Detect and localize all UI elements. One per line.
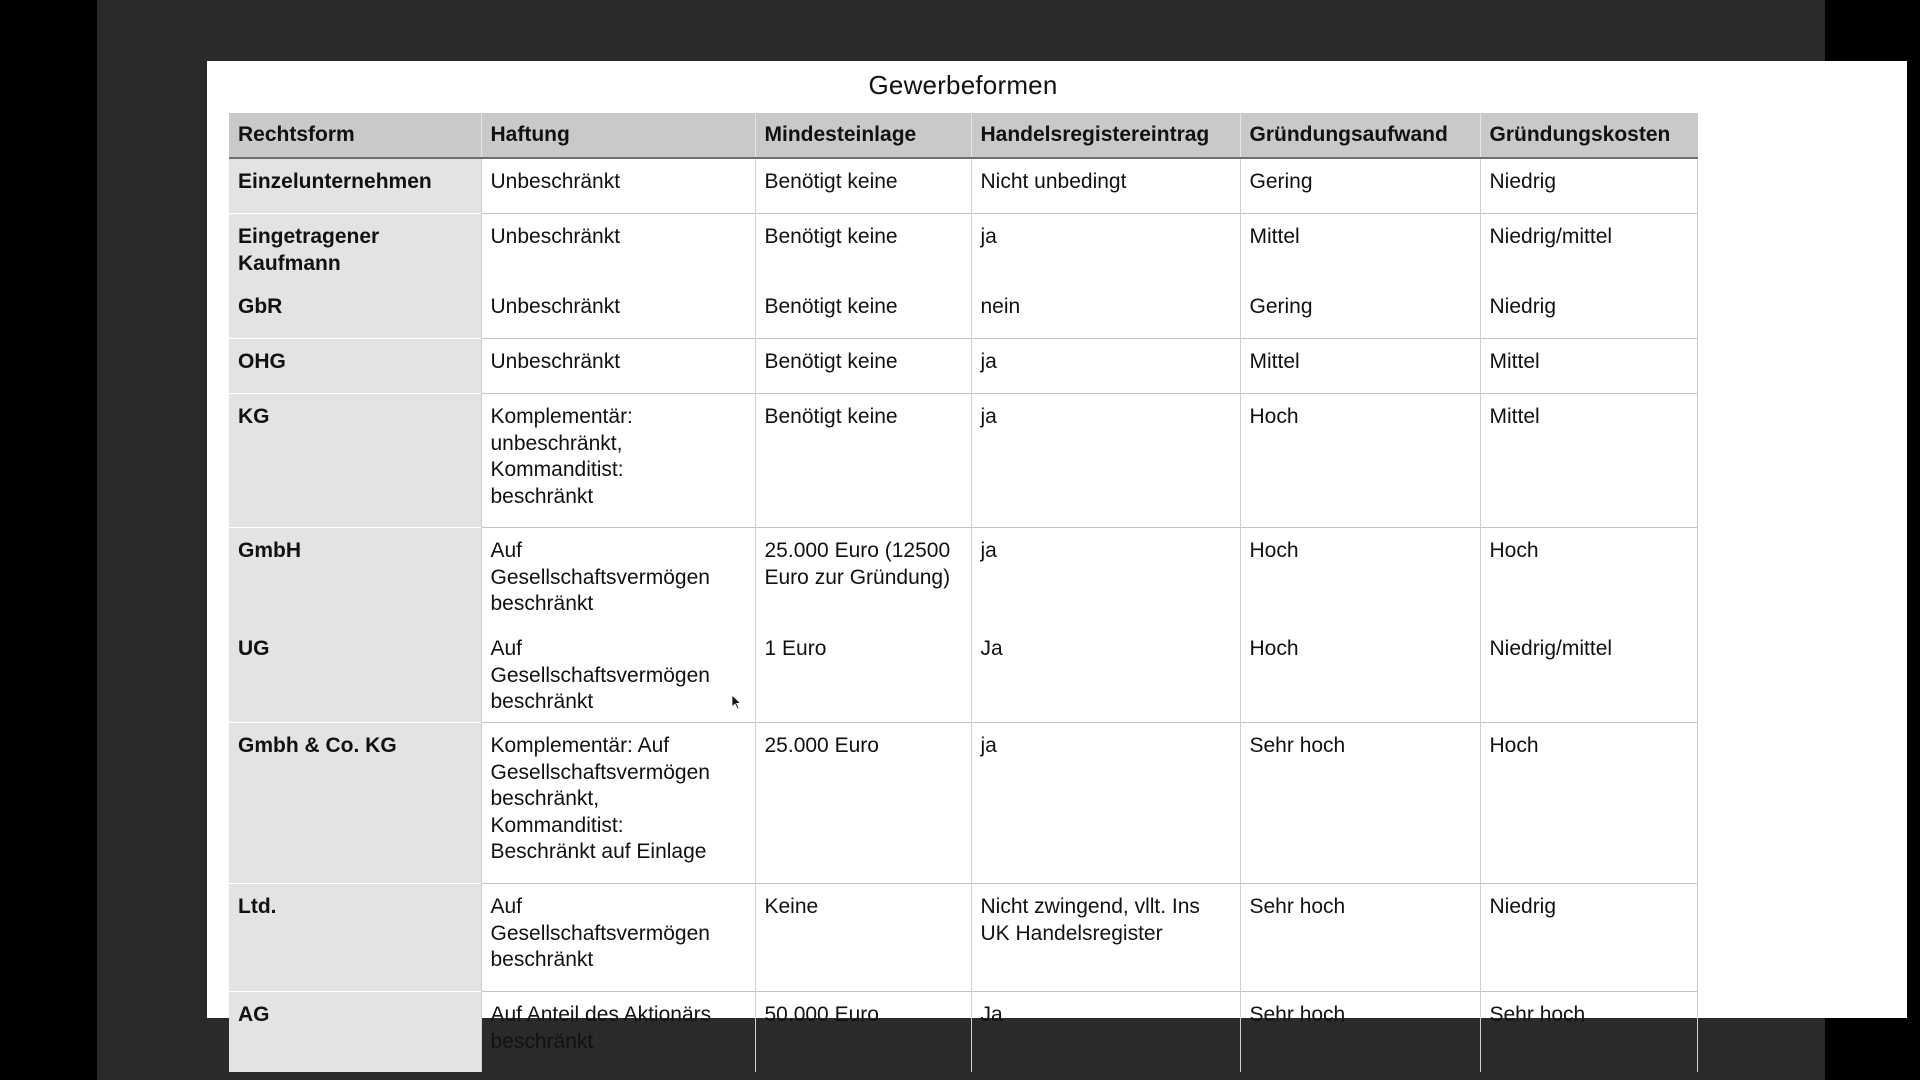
rechtsform-cell: KG: [229, 394, 481, 528]
gruendungskosten-cell: Niedrig: [1480, 294, 1697, 339]
table-row: [229, 636, 1697, 723]
gruendungskosten-cell: Hoch: [1480, 528, 1697, 637]
mindesteinlage-cell: 25.000 Euro: [755, 723, 971, 884]
rechtsform-cell: GmbH: [229, 528, 481, 637]
mouse-pointer-icon: [731, 694, 741, 710]
haftung-cell: Unbeschränkt: [481, 158, 755, 214]
table-header-row: [229, 113, 1697, 158]
handelsregister-cell: ja: [971, 214, 1240, 295]
gruendungsaufwand-cell: Mittel: [1240, 339, 1480, 394]
gruendungsaufwand-cell: Sehr hoch: [1240, 992, 1480, 1073]
rechtsform-cell: Einzelunternehmen: [229, 158, 481, 214]
mindesteinlage-cell: 25.000 Euro (12500 Euro zur Gründung): [755, 528, 971, 637]
table-row: [229, 294, 1697, 339]
column-header-rechtsform: Rechtsform: [229, 113, 481, 158]
gruendungsaufwand-cell: Hoch: [1240, 636, 1480, 723]
mindesteinlage-cell: Benötigt keine: [755, 339, 971, 394]
handelsregister-cell: Nicht unbedingt: [971, 158, 1240, 214]
mindesteinlage-cell: Benötigt keine: [755, 294, 971, 339]
haftung-cell: Unbeschränkt: [481, 214, 755, 295]
rechtsform-cell: Gmbh & Co. KG: [229, 723, 481, 884]
gruendungsaufwand-cell: Hoch: [1240, 528, 1480, 637]
mindesteinlage-cell: 1 Euro: [755, 636, 971, 723]
gruendungskosten-cell: Niedrig/mittel: [1480, 214, 1697, 295]
handelsregister-cell: ja: [971, 339, 1240, 394]
haftung-cell: Unbeschränkt: [481, 339, 755, 394]
haftung-cell: Auf Gesellschaftsvermögen beschränkt: [481, 636, 755, 723]
haftung-cell: Komplementär: unbeschränkt, Kommanditist: beschränkt: [481, 394, 755, 528]
mindesteinlage-cell: Benötigt keine: [755, 158, 971, 214]
mindesteinlage-cell: Keine: [755, 884, 971, 992]
handelsregister-cell: ja: [971, 723, 1240, 884]
mindesteinlage-cell: Benötigt keine: [755, 394, 971, 528]
legal-forms-table: [229, 113, 1698, 1072]
handelsregister-cell: nein: [971, 294, 1240, 339]
column-header-gruendungskosten: Gründungskosten: [1480, 113, 1697, 158]
mindesteinlage-cell: 50.000 Euro: [755, 992, 971, 1073]
gruendungskosten-cell: Niedrig: [1480, 884, 1697, 992]
gruendungskosten-cell: Hoch: [1480, 723, 1697, 884]
handelsregister-cell: ja: [971, 528, 1240, 637]
rechtsform-cell: OHG: [229, 339, 481, 394]
document-title: Gewerbeformen: [868, 70, 1058, 100]
handelsregister-cell: ja: [971, 394, 1240, 528]
table-row: [229, 158, 1697, 214]
table-row: [229, 992, 1697, 1073]
rechtsform-cell: AG: [229, 992, 481, 1073]
gruendungskosten-cell: Sehr hoch: [1480, 992, 1697, 1073]
document-sheet: [207, 61, 1907, 1053]
rechtsform-cell: GbR: [229, 294, 481, 339]
table-row: [229, 214, 1697, 295]
haftung-cell: Unbeschränkt: [481, 294, 755, 339]
table-row: [229, 339, 1697, 394]
presentation-frame: [97, 0, 1825, 1080]
table-row: [229, 394, 1697, 528]
gruendungskosten-cell: Niedrig: [1480, 158, 1697, 214]
handelsregister-cell: Ja: [971, 636, 1240, 723]
gruendungskosten-cell: Niedrig/mittel: [1480, 636, 1697, 723]
gruendungskosten-cell: Mittel: [1480, 394, 1697, 528]
column-header-gruendungsaufwand: Gründungsaufwand: [1240, 113, 1480, 158]
handelsregister-cell: Nicht zwingend, vllt. Ins UK Handelsregister: [971, 884, 1240, 992]
haftung-cell: Auf Gesellschaftsvermögen beschränkt: [481, 884, 755, 992]
gruendungsaufwand-cell: Sehr hoch: [1240, 884, 1480, 992]
mindesteinlage-cell: Benötigt keine: [755, 214, 971, 295]
haftung-cell: Auf Anteil des Aktionärs beschränkt: [481, 992, 755, 1073]
haftung-cell: Auf Gesellschaftsvermögen beschränkt: [481, 528, 755, 637]
gruendungsaufwand-cell: Gering: [1240, 294, 1480, 339]
gruendungsaufwand-cell: Gering: [1240, 158, 1480, 214]
rechtsform-cell: UG: [229, 636, 481, 723]
table-row: [229, 723, 1697, 884]
gruendungsaufwand-cell: Sehr hoch: [1240, 723, 1480, 884]
table-row: [229, 884, 1697, 992]
rechtsform-cell: Eingetragener Kaufmann: [229, 214, 481, 295]
gruendungskosten-cell: Mittel: [1480, 339, 1697, 394]
column-header-handelsregistereintrag: Handelsregistereintrag: [971, 113, 1240, 158]
column-header-haftung: Haftung: [481, 113, 755, 158]
haftung-cell: Komplementär: Auf Gesellschaftsvermögen beschränkt, Kommanditist: Beschränkt auf Einlage: [481, 723, 755, 884]
gruendungsaufwand-cell: Mittel: [1240, 214, 1480, 295]
gruendungsaufwand-cell: Hoch: [1240, 394, 1480, 528]
column-header-mindesteinlage: Mindesteinlage: [755, 113, 971, 158]
rechtsform-cell: Ltd.: [229, 884, 481, 992]
table-row: [229, 528, 1697, 637]
handelsregister-cell: Ja: [971, 992, 1240, 1073]
